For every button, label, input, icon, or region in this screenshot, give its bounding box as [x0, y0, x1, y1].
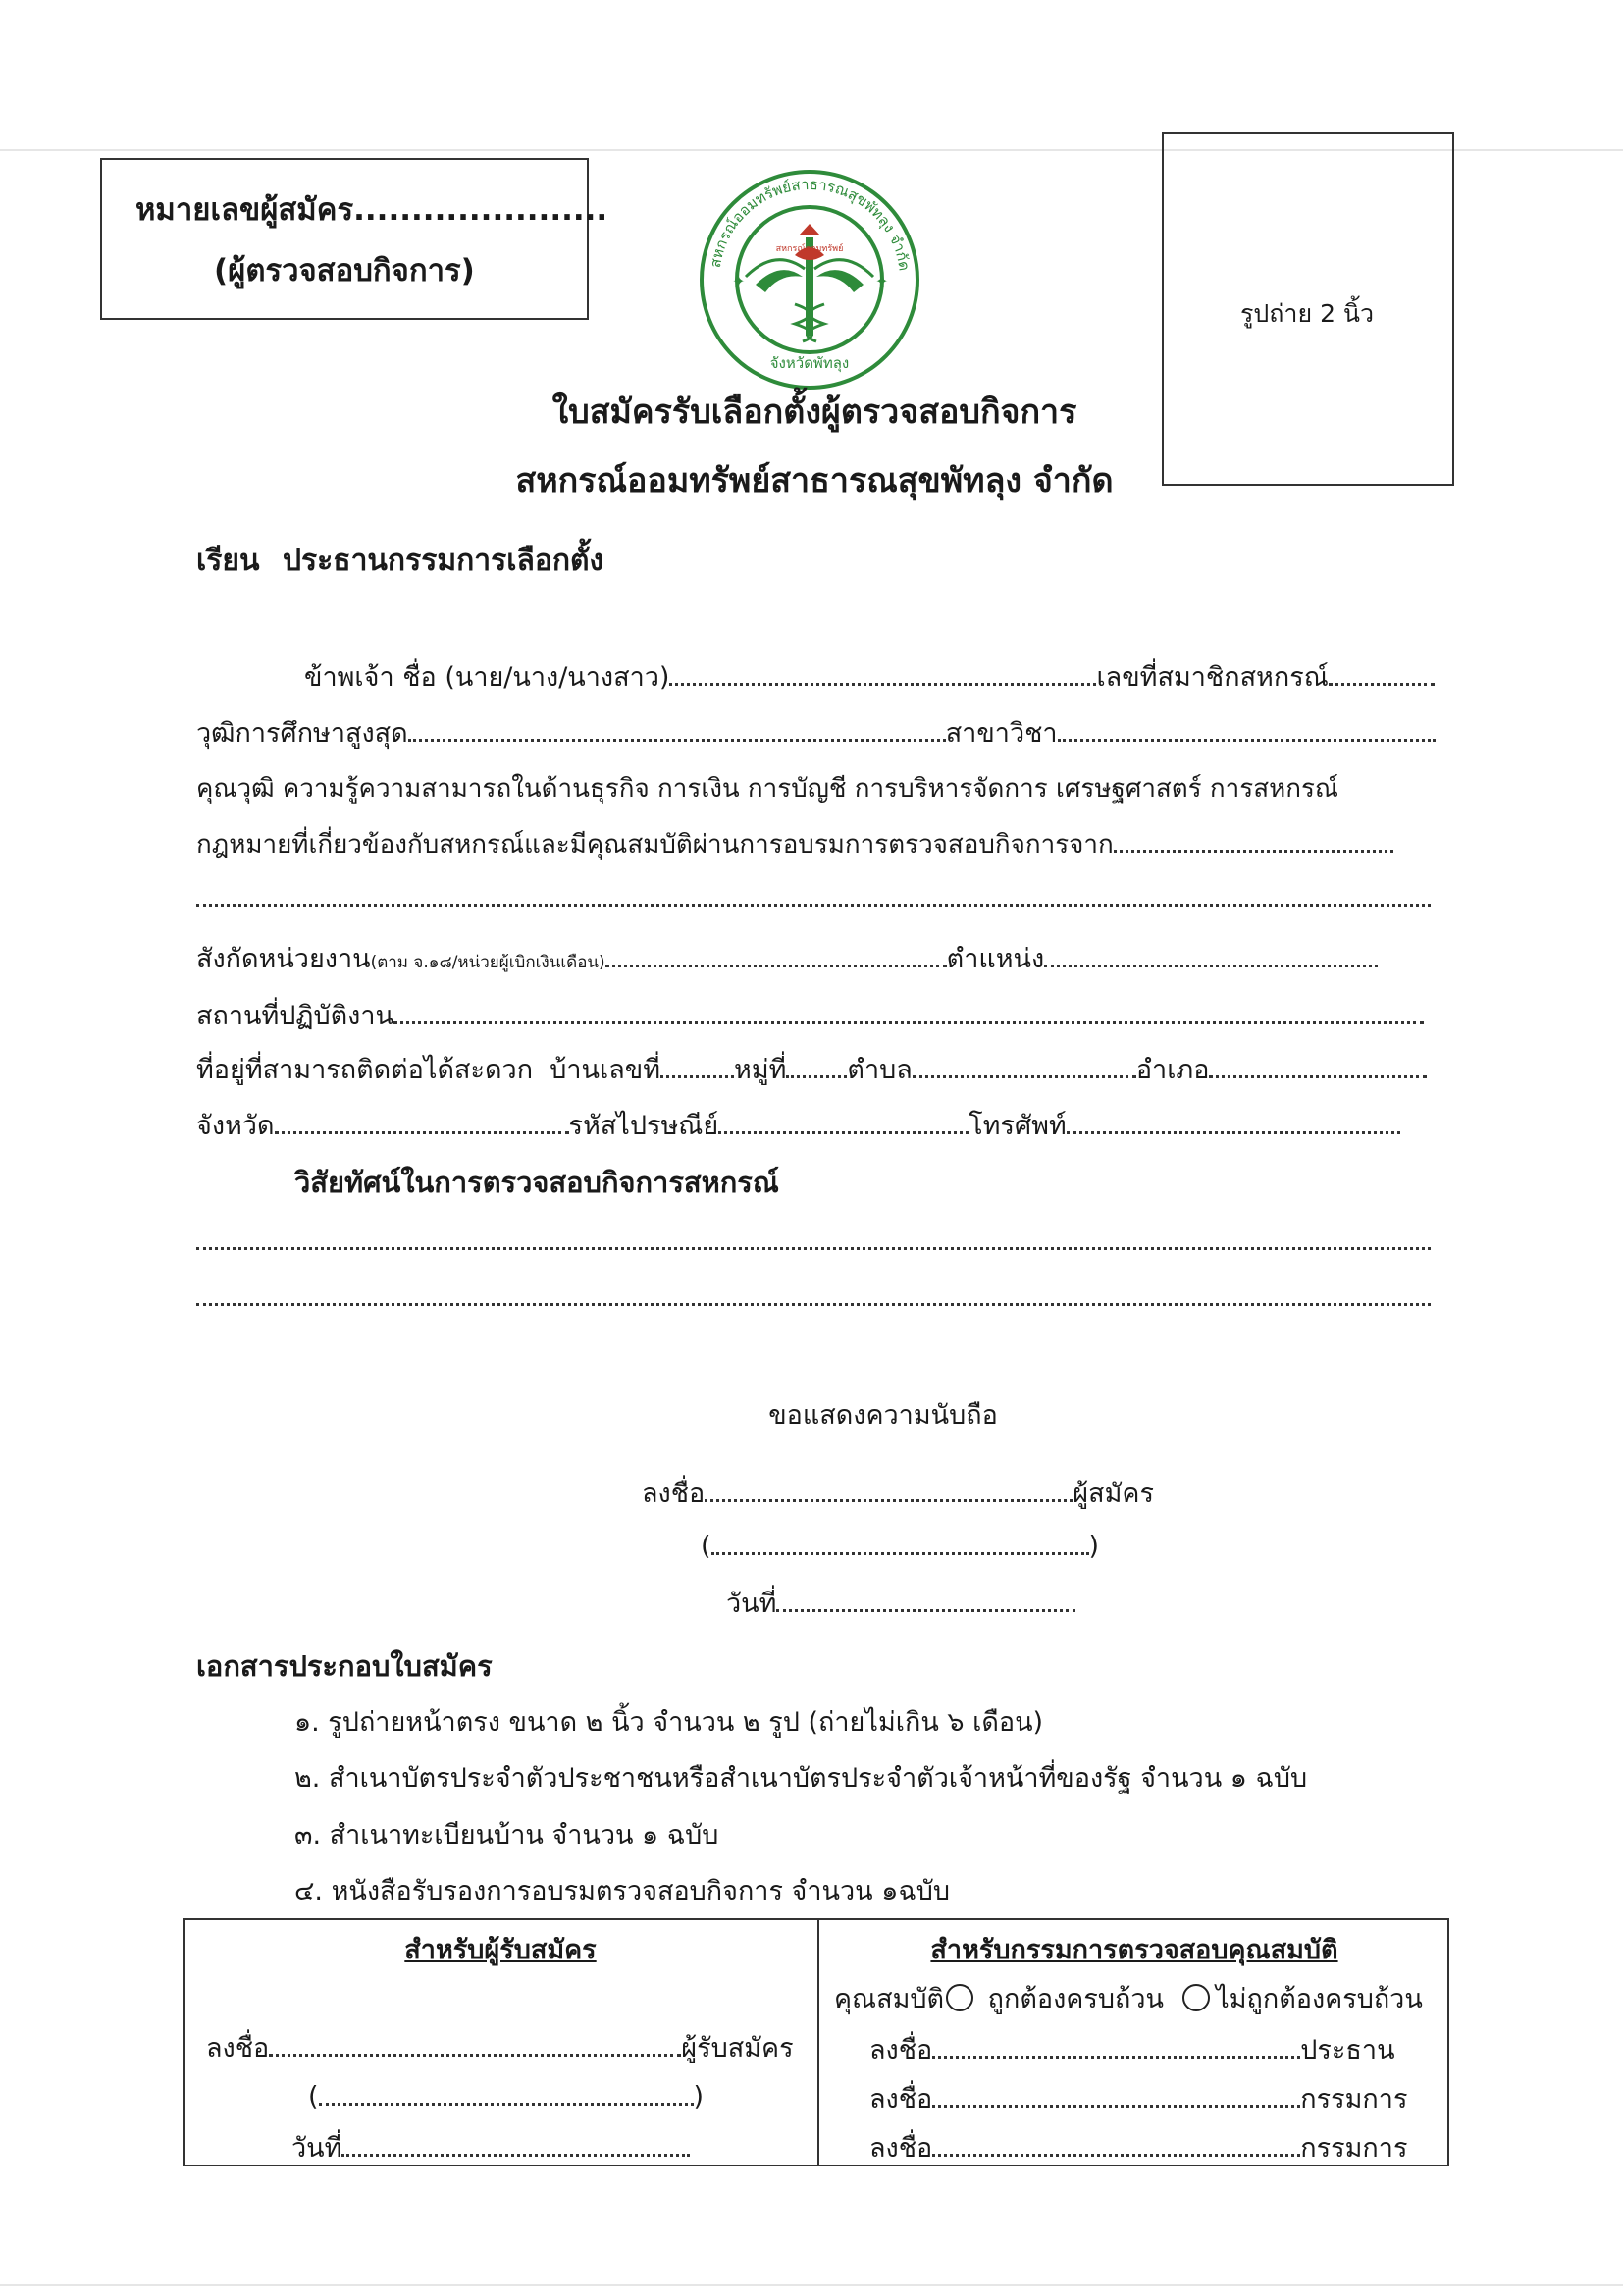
receiver-printed-name-field[interactable]: [319, 2077, 694, 2106]
vision-heading: วิสัยทัศน์ในการตรวจสอบกิจการสหกรณ์: [294, 1166, 779, 1199]
phone-field[interactable]: [1067, 1106, 1400, 1134]
major-label: สาขาวิชา: [945, 718, 1058, 749]
law-label: กฎหมายที่เกี่ยวข้องกับสหกรณ์และมีคุณสมบัติผ่านการอบรมการตรวจสอบกิจการจาก: [196, 830, 1114, 860]
option-incomplete-label: ไม่ถูกต้องครบถ้วน: [1216, 1984, 1423, 2014]
receiver-sign-label: ลงชื่อ: [206, 2033, 270, 2063]
agency-note: (ตาม จ.๑๘/หน่วยผู้เบิกเงินเดือน): [370, 953, 605, 972]
applicant-sign-label: ลงชื่อ: [642, 1479, 706, 1509]
workplace-label: สถานที่ปฏิบัติงาน: [196, 1001, 393, 1031]
agency-row: [196, 937, 1378, 979]
photo-size-label: รูปถ่าย 2 นิ้ว: [1240, 299, 1375, 328]
radio-incomplete[interactable]: [1182, 1984, 1210, 2011]
close-paren: ): [1088, 1531, 1100, 1562]
chair-sign-field[interactable]: [932, 2030, 1300, 2059]
amphoe-field[interactable]: [1209, 1050, 1427, 1078]
cooperative-logo: [697, 167, 922, 392]
logo-emblem-icon: [697, 167, 922, 392]
option-complete-label: ถูกต้องครบถ้วน: [987, 1984, 1164, 2014]
province-field[interactable]: [275, 1106, 569, 1134]
education-field[interactable]: [408, 713, 946, 742]
training-source-field-continued[interactable]: [196, 878, 1431, 907]
member1-sign-label: ลงชื่อ: [869, 2084, 933, 2114]
training-source-field[interactable]: [1114, 825, 1393, 853]
form-title-line1: ใบสมัครรับเลือกตั้งผู้ตรวจสอบกิจการ: [551, 392, 1077, 432]
document-item-4: ๔. หนังสือรับรองการอบรมตรวจสอบกิจการ จำนวน ๑ฉบับ: [294, 1876, 950, 1906]
applicant-date-field[interactable]: [776, 1584, 1075, 1612]
amphoe-label: อำเภอ: [1135, 1055, 1210, 1085]
member1-sign-row: [869, 2077, 1407, 2119]
logo-bottom-text: จังหวัดพัทลุง: [769, 354, 850, 372]
moo-label: หมู่ที่: [734, 1055, 787, 1085]
svg-text:✦: ✦: [875, 272, 889, 290]
applicant-number-box: [100, 158, 589, 320]
member-no-label: เลขที่สมาชิกสหกรณ์: [1096, 662, 1329, 693]
document-item-3: ๓. สำเนาทะเบียนบ้าน จำนวน ๑ ฉบับ: [294, 1820, 719, 1851]
receiver-name-row: [308, 2077, 704, 2113]
house-no-field[interactable]: [660, 1050, 734, 1078]
tambon-label: ตำบล: [847, 1055, 913, 1085]
qualification-line: คุณวุฒิ ความรู้ความสามารถในด้านธุรกิจ การเงิน การบัญชี การบริหารจัดการ เศรษฐศาสตร์ การสหกรณ์: [196, 774, 1339, 804]
member2-sign-field[interactable]: [932, 2128, 1300, 2157]
receiver-close-paren: ): [693, 2081, 705, 2113]
form-title-line2: สหกรณ์ออมทรัพย์สาธารณสุขพัทลุง จำกัด: [515, 461, 1114, 500]
applicant-role-label-sign: ผู้สมัคร: [1073, 1479, 1154, 1509]
address-label: ที่อยู่ที่สามารถติดต่อได้สะดวก: [196, 1055, 534, 1085]
document-item-2: ๒. สำเนาบัตรประจำตัวประชาชนหรือสำเนาบัตรประจำตัวเจ้าหน้าที่ของรัฐ จำนวน ๑ ฉบับ: [294, 1763, 1308, 1794]
applicant-number-label: หมายเลขผู้สมัคร......................: [135, 192, 608, 228]
applicant-date-label: วันที่: [726, 1589, 777, 1619]
receiver-date-row: [291, 2126, 690, 2168]
documents-heading: เอกสารประกอบใบสมัคร: [196, 1649, 493, 1683]
vision-field-line1[interactable]: [196, 1222, 1431, 1250]
regards-text: ขอแสดงความนับถือ: [768, 1400, 998, 1431]
committee-heading: สำหรับกรรมการตรวจสอบคุณสมบัติ: [930, 1935, 1338, 1965]
receiver-date-label: วันที่: [291, 2133, 342, 2164]
law-row: [196, 824, 1393, 864]
receiver-open-paren: (: [308, 2081, 319, 2113]
moo-field[interactable]: [786, 1050, 847, 1078]
workplace-row: [196, 994, 1424, 1036]
member2-sign-label: ลงชื่อ: [869, 2133, 933, 2164]
name-row: [304, 655, 1435, 698]
document-item-1: ๑. รูปถ่ายหน้าตรง ขนาด ๒ นิ้ว จำนวน ๒ รูป (ถ่ายไม่เกิน ๖ เดือน): [294, 1707, 1044, 1738]
qualification-label: คุณสมบัติ: [834, 1984, 945, 2014]
receiver-sign-row: [206, 2026, 794, 2068]
education-row: [196, 711, 1436, 754]
postcode-field[interactable]: [718, 1106, 969, 1134]
member1-sign-field[interactable]: [932, 2079, 1300, 2108]
province-row: [196, 1104, 1400, 1146]
receiver-sign-field[interactable]: [269, 2028, 681, 2057]
scan-edge-bottom: [0, 2284, 1623, 2286]
logo-ring-text: สหกรณ์ออมทรัพย์สาธารณสุขพัทลุง จำกัด: [706, 175, 914, 273]
logo-inner-text: สหกรณ์ออมทรัพย์: [775, 244, 844, 254]
qualification-check-row: [834, 1977, 1423, 2019]
province-label: จังหวัด: [196, 1111, 275, 1141]
applicant-sign-field[interactable]: [705, 1474, 1073, 1502]
member2-sign-row: [869, 2126, 1407, 2168]
member-no-field[interactable]: [1329, 657, 1435, 686]
applicant-date-row: [726, 1582, 1075, 1624]
vision-field-line2[interactable]: [196, 1278, 1431, 1306]
agency-field[interactable]: [605, 939, 947, 967]
position-label: ตำแหน่ง: [946, 944, 1045, 974]
workplace-field[interactable]: [393, 996, 1424, 1024]
member1-role-label: กรรมการ: [1300, 2084, 1408, 2114]
postcode-label: รหัสไปรษณีย์: [568, 1111, 719, 1141]
svg-text:✦: ✦: [732, 272, 746, 290]
address-row: [196, 1048, 1427, 1090]
phone-label: โทรศัพท์: [969, 1111, 1067, 1141]
name-field[interactable]: [669, 657, 1096, 686]
applicant-sign-row: [642, 1472, 1154, 1514]
official-use-divider: [817, 1918, 819, 2166]
applicant-name-row: [701, 1527, 1099, 1562]
chair-sign-label: ลงชื่อ: [869, 2035, 933, 2065]
education-label: วุฒิการศึกษาสูงสุด: [196, 718, 408, 749]
applicant-printed-name-field[interactable]: [711, 1527, 1089, 1555]
salutation-label: เรียน: [196, 544, 260, 578]
chair-sign-row: [869, 2028, 1395, 2070]
receiver-role-label: ผู้รับสมัคร: [681, 2033, 794, 2063]
position-field[interactable]: [1044, 939, 1378, 967]
name-label: ข้าพเจ้า ชื่อ (นาย/นาง/นางสาว): [304, 662, 670, 693]
major-field[interactable]: [1058, 713, 1436, 742]
open-paren: (: [701, 1531, 711, 1562]
receiver-date-field[interactable]: [341, 2128, 690, 2157]
chair-role-label: ประธาน: [1300, 2035, 1395, 2065]
agency-label: สังกัดหน่วยงาน: [196, 944, 371, 974]
tambon-field[interactable]: [913, 1050, 1136, 1078]
radio-complete[interactable]: [946, 1984, 973, 2011]
house-no-label: บ้านเลขที่: [550, 1055, 661, 1085]
applicant-role-label: (ผู้ตรวจสอบกิจการ): [214, 253, 475, 288]
salutation-recipient: ประธานกรรมการเลือกตั้ง: [283, 544, 604, 578]
receiver-heading: สำหรับผู้รับสมัคร: [404, 1935, 597, 1965]
member2-role-label: กรรมการ: [1300, 2133, 1408, 2164]
